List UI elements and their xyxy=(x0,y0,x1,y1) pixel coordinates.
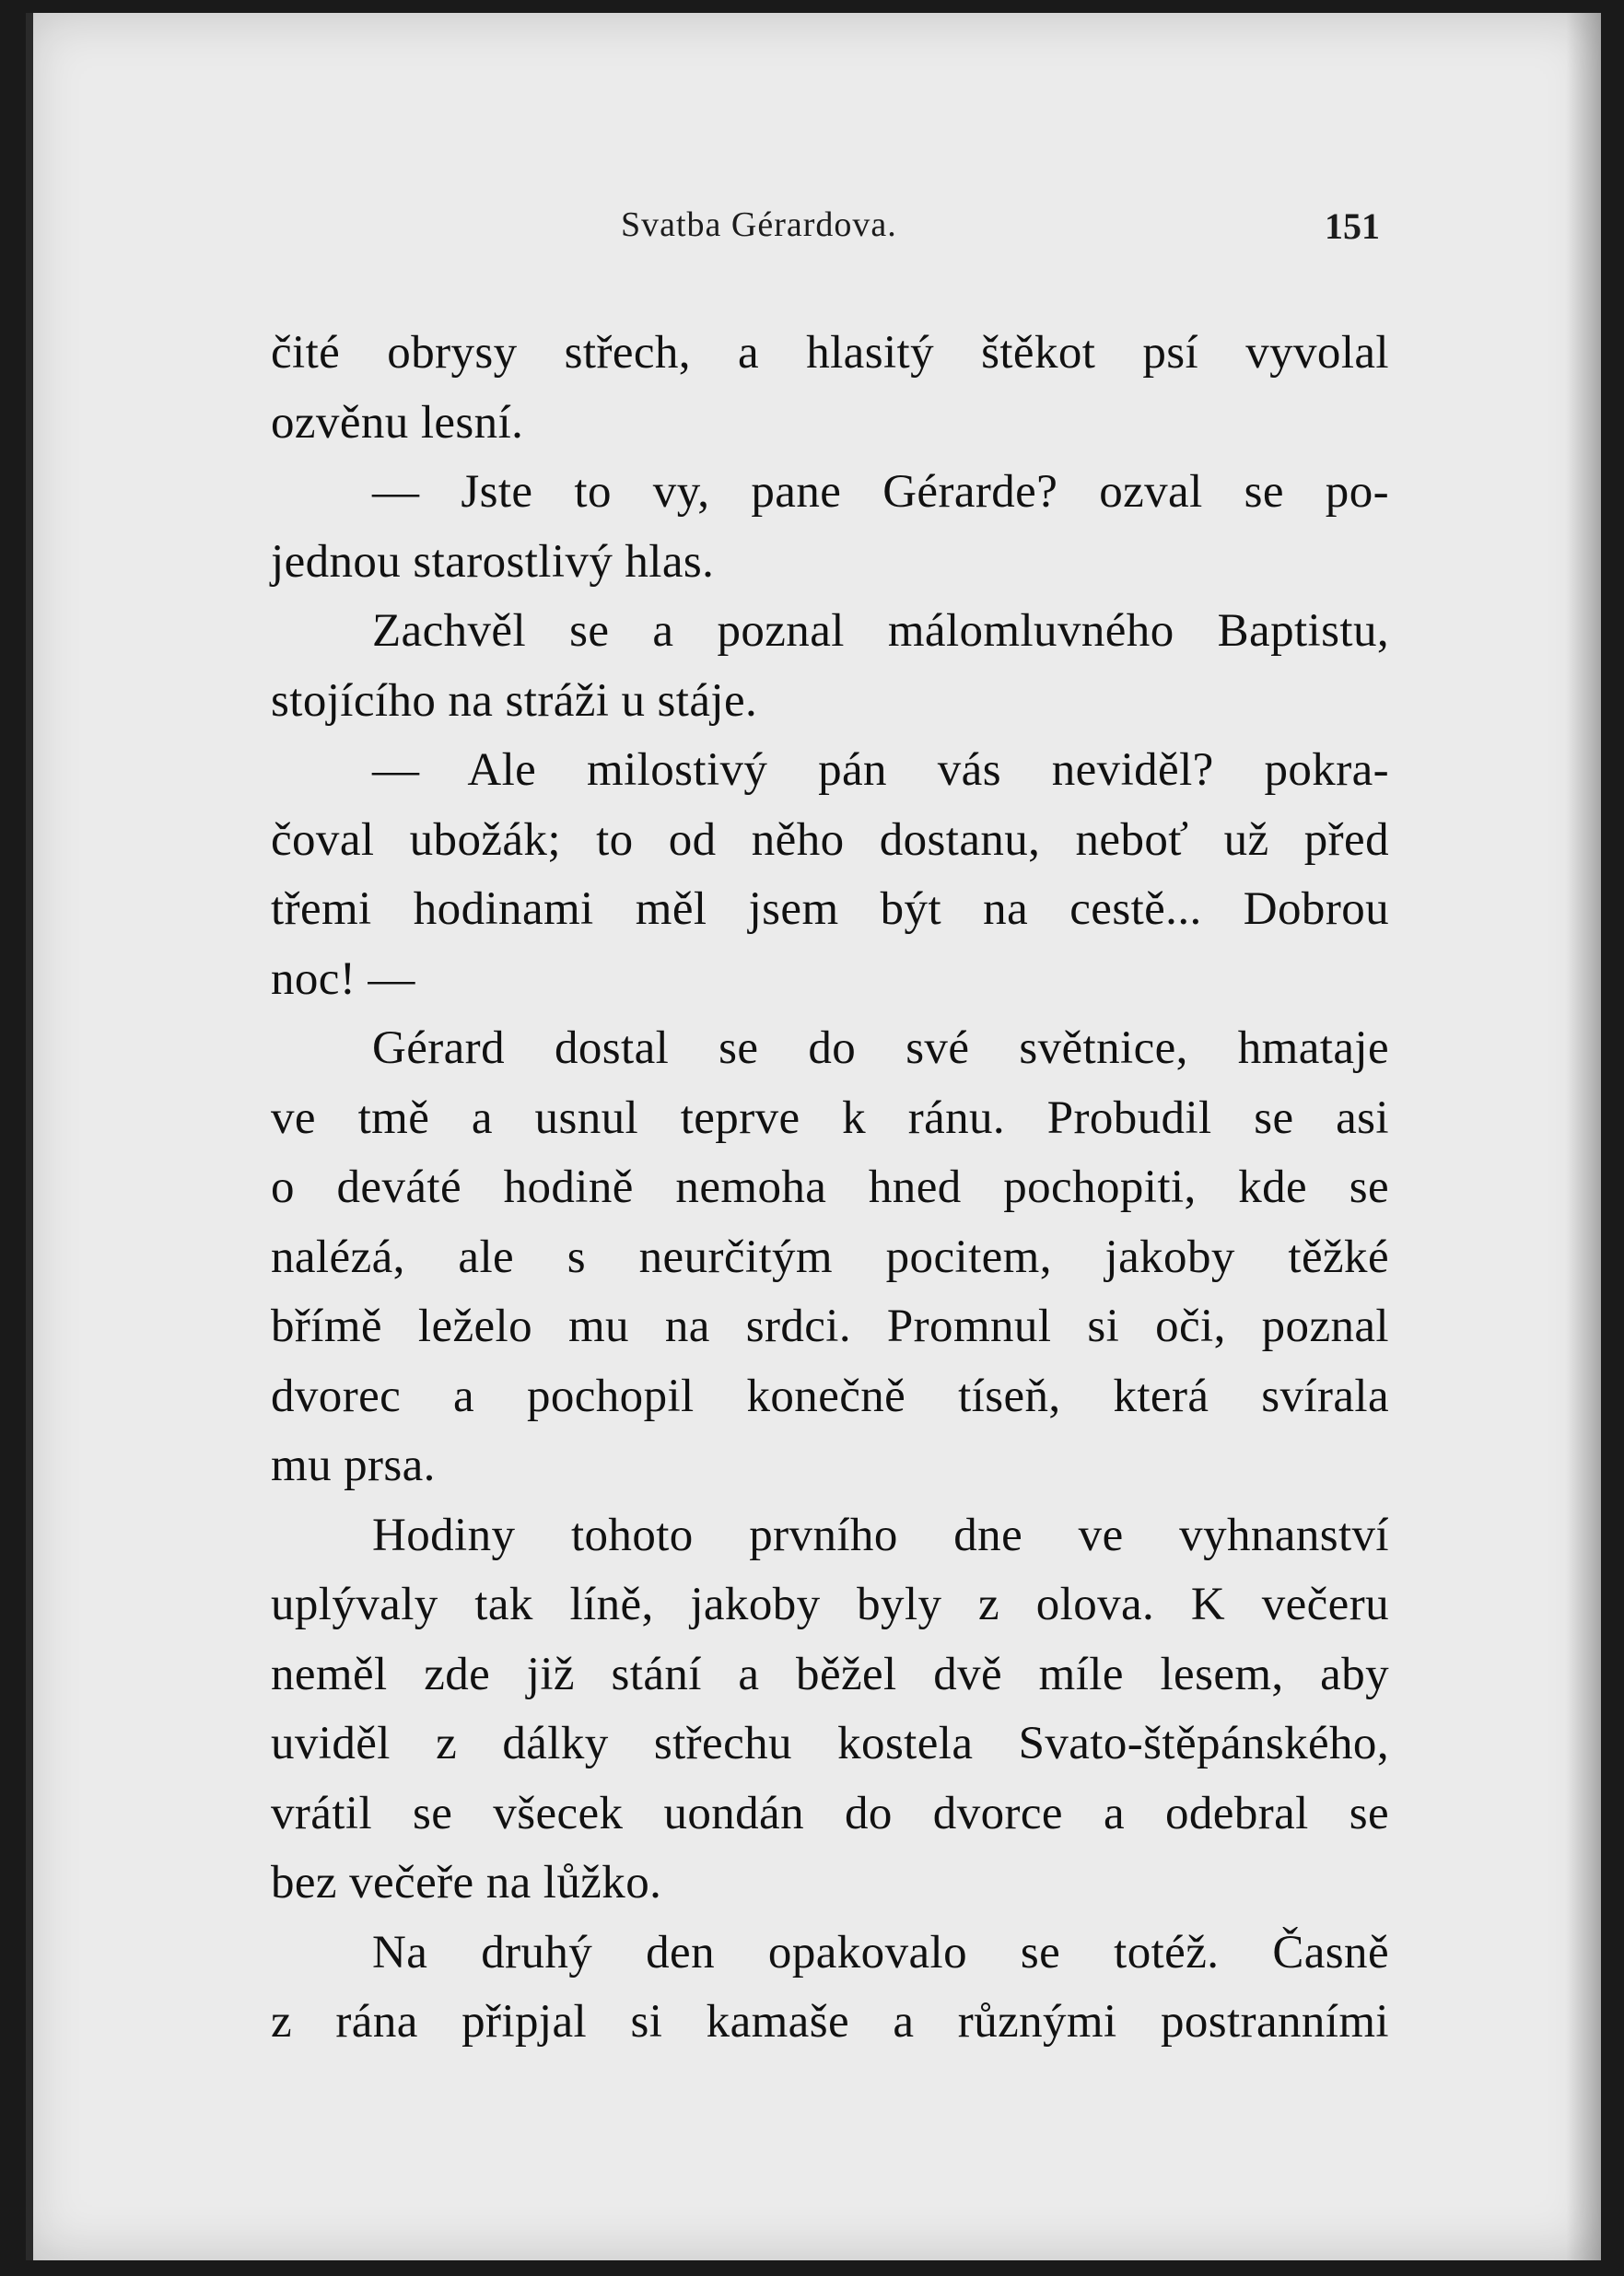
text-line: břímě leželo mu na srdci. Promnul si oči, poznal xyxy=(271,1301,1389,1352)
page-right-shadow xyxy=(1566,13,1601,2260)
text-line: vrátil se všecek uondán do dvorce a odebral se xyxy=(271,1787,1389,1839)
text-line: ve tmě a usnul teprve k ránu. Probudil se asi xyxy=(271,1091,1389,1144)
text-line: stojícího na stráži u stáje. xyxy=(271,674,758,727)
running-header xyxy=(26,204,1380,251)
text-line: třemi hodinami měl jsem být na cestě... Dobrou xyxy=(271,883,1389,935)
text-line: noc! — xyxy=(271,952,415,1005)
text-line: uplývaly tak líně, jakoby byly z olova. K večeru xyxy=(271,1579,1389,1630)
text-line: neměl zde již stání a běžel dvě míle lesem, aby xyxy=(271,1648,1389,1700)
page-left-edge xyxy=(26,13,33,2260)
text-line: z rána připjal si kamaše a různými postranními xyxy=(271,1996,1389,2048)
text-line: uviděl z dálky střechu kostela Svato-štěpánského, xyxy=(271,1718,1389,1769)
page-number: 151 xyxy=(1325,205,1380,247)
text-line: bez večeře na lůžko. xyxy=(271,1857,662,1908)
text-line: čité obrysy střech, a hlasitý štěkot psí vyvolal xyxy=(271,327,1389,379)
text-line: ozvěnu lesní. xyxy=(271,396,524,449)
text-line: dvorec a pochopil konečně tíseň, která svírala xyxy=(271,1370,1389,1422)
book-page xyxy=(26,13,1601,2260)
body-text xyxy=(271,319,1389,2058)
text-line: čoval ubožák; to od něho dostanu, neboť už před xyxy=(271,813,1389,866)
text-line: Zachvěl se a poznal málomluvného Baptistu, xyxy=(372,605,1389,657)
text-line: Gérard dostal se do své světnice, hmataje xyxy=(372,1022,1389,1074)
text-line: — Ale milostivý pán vás neviděl? pokra- xyxy=(372,744,1389,796)
text-line: — Jste to vy, pane Gérarde? ozval se po- xyxy=(372,466,1389,518)
text-line: mu prsa. xyxy=(271,1440,436,1491)
text-line: o deváté hodině nemoha hned pochopiti, kde se xyxy=(271,1161,1389,1213)
text-line: Na druhý den opakovalo se totéž. Časně xyxy=(372,1926,1389,1978)
text-line: jednou starostlivý hlas. xyxy=(271,535,715,588)
running-title: Svatba Gérardova. xyxy=(621,205,897,244)
text-line: nalézá, ale s neurčitým pocitem, jakoby těžké xyxy=(271,1231,1389,1283)
text-line: Hodiny tohoto prvního dne ve vyhnanství xyxy=(372,1509,1389,1561)
